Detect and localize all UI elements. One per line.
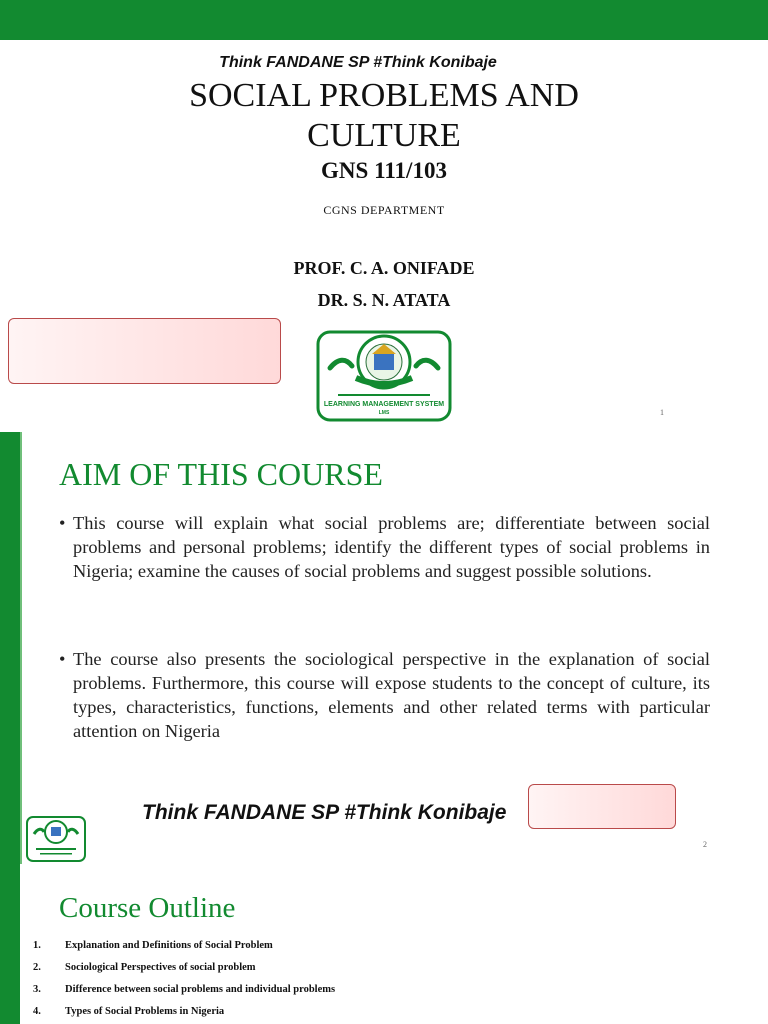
course-code: GNS 111/103 — [321, 158, 447, 183]
list-item — [33, 984, 733, 1006]
bullet-item — [59, 511, 710, 583]
logo-caption-lms: LMS — [378, 410, 390, 416]
bullet-item — [59, 647, 710, 743]
lms-logo — [316, 330, 452, 422]
list-number: 3. — [33, 984, 41, 995]
outline-slide — [0, 864, 768, 1024]
list-number: 2. — [33, 962, 41, 973]
slide-heading: AIM OF THIS COURSE — [59, 456, 383, 492]
department: CGNS DEPARTMENT — [323, 203, 445, 217]
lms-logo-small — [26, 816, 86, 862]
slide-heading: Course Outline — [59, 892, 236, 924]
title-slide — [0, 0, 768, 432]
bullet-text: This course will explain what social problems are; differentiate between social problems and personal problems; identify the different types of social problems in Nigeria; examine the causes of social problems and suggest possible solutions. — [73, 513, 710, 581]
green-sidebar — [0, 432, 20, 864]
course-title-line-2: CULTURE — [307, 117, 461, 154]
course-outline-list — [33, 940, 733, 1024]
list-text: Explanation and Definitions of Social Problem — [65, 940, 273, 951]
page-number: 2 — [703, 840, 707, 849]
list-number: 4. — [33, 1006, 41, 1017]
list-item — [33, 962, 733, 984]
tagline: Think FANDANE SP #Think Konibaje — [219, 54, 497, 71]
highlight-box — [8, 318, 281, 384]
tagline: Think FANDANE SP #Think Konibaje — [142, 801, 507, 824]
author-2: DR. S. N. ATATA — [317, 290, 451, 310]
list-number: 1. — [33, 940, 41, 951]
bullet-text: The course also presents the sociological perspective in the explanation of social problems. Furthermore, this course will expose students to the concept of culture, its types, characteristics, functions, elements and other related terms with particular attention on Nigeria — [73, 649, 710, 741]
bullet-icon: • — [59, 649, 66, 669]
sidebar-edge — [20, 432, 22, 864]
green-sidebar — [0, 864, 20, 1024]
logo-caption: LEARNING MANAGEMENT SYSTEM — [323, 401, 445, 408]
bullet-icon: • — [59, 513, 66, 533]
author-1: PROF. C. A. ONIFADE — [293, 258, 475, 278]
list-text: Types of Social Problems in Nigeria — [65, 1006, 225, 1017]
list-item — [33, 1006, 733, 1024]
list-item — [33, 940, 733, 962]
list-text: Difference between social problems and individual problems — [65, 984, 336, 995]
course-title-line-1: SOCIAL PROBLEMS AND — [189, 77, 579, 114]
list-text: Sociological Perspectives of social problem — [65, 962, 256, 973]
page-number: 1 — [660, 408, 664, 417]
highlight-box — [528, 784, 676, 829]
aim-slide — [0, 432, 768, 864]
green-header-bar — [0, 0, 768, 40]
